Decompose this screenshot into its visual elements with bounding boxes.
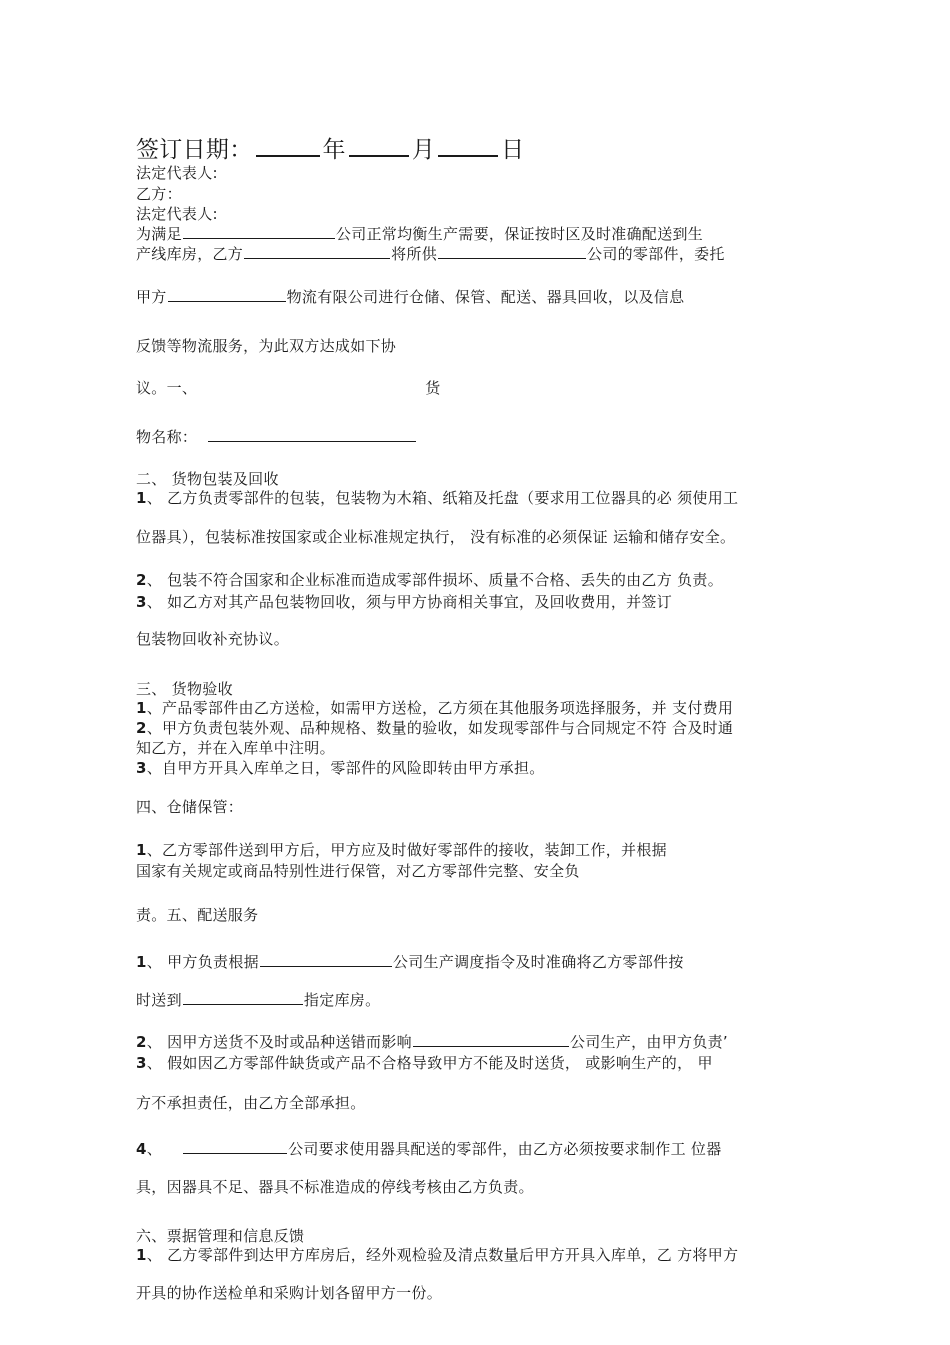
item-text: 、乙方零部件送到甲方后，甲方应及时做好零部件的接收，装卸工作，并根据 (146, 841, 667, 859)
item-number: 1 (136, 953, 147, 971)
section-2-heading: 二、 货物包装及回收 (136, 470, 279, 488)
month-label: 月 (411, 137, 436, 163)
item-text: 、 甲方负责根据 (146, 953, 259, 971)
s6-item-1-line-1 (136, 1245, 738, 1265)
s3-item-2-line-1 (136, 718, 733, 738)
intro-line-3 (136, 285, 684, 307)
intro-text: 为满足 (136, 225, 182, 243)
item-text: 、 乙方负责零部件的包装，包装物为木箱、纸箱及托盘（要求用工位器具的必 须使用工 (146, 489, 739, 507)
item-text: 、 乙方零部件到达甲方库房后，经外观检验及清点数量后甲方开具入库单，乙 方将甲方 (146, 1246, 739, 1264)
company-blank (413, 1030, 569, 1047)
day-blank (438, 131, 498, 157)
s3-item-1 (136, 698, 733, 718)
item-number: 2 (136, 1033, 147, 1051)
s4-item-1-line-1 (136, 840, 667, 860)
section-6-heading: 六、票据管理和信息反馈 (136, 1227, 305, 1245)
year-label: 年 (322, 137, 346, 163)
intro-text: 将所供 (391, 245, 438, 263)
item-text: 公司要求使用器具配送的零部件，由乙方必须按要求制作工 位器 (288, 1140, 722, 1158)
s3-item-3 (136, 758, 545, 778)
s5-item-4-line-2: 具，因器具不足、器具不标准造成的停线考核由乙方负责。 (136, 1178, 534, 1196)
s2-item-3-line-1 (136, 592, 672, 612)
item-text: 、 如乙方对其产品包装物回收，须与甲方协商相关事宜，及回收费用，并签订 (146, 593, 673, 611)
party-b-name-blank (244, 242, 390, 259)
section-1-heading (136, 378, 441, 398)
year-blank (256, 131, 320, 157)
item-number: 4 (136, 1140, 147, 1158)
s6-item-1-line-2: 开具的协作送检单和采购计划各留甲方一份。 (136, 1284, 443, 1302)
intro-text: 公司正常均衡生产需要，保证按时区及时准确配送到生 (335, 225, 704, 243)
s4-item-1-line-2: 国家有关规定或商品特别性进行保管，对乙方零部件完整、安全负 (136, 862, 580, 880)
item-number: 1 (136, 841, 147, 859)
item-number: 1 (136, 699, 147, 717)
item-text: 公司生产调度指令及时准确将乙方零部件按 (392, 953, 684, 971)
item-number: 3 (136, 593, 147, 611)
month-blank (349, 131, 409, 157)
signing-date-title (136, 131, 524, 165)
company-blank (183, 222, 335, 239)
s5-item-4-line-1 (136, 1137, 722, 1159)
item-number: 2 (136, 571, 147, 589)
section-3-heading: 三、 货物验收 (136, 680, 233, 698)
intro-line-2 (136, 242, 725, 264)
item-number: 1 (136, 489, 147, 507)
item-text: 、 假如因乙方零部件缺货或产品不合格导致甲方不能及时送货， 或影响生产的， 甲 (146, 1054, 713, 1072)
company-blank (260, 950, 392, 967)
item-text: 、 包装不符合国家和企业标准而造成零部件损坏、质量不合格、丢失的由乙方 负责。 (146, 571, 723, 589)
item-number: 2 (136, 719, 147, 737)
day-label: 日 (501, 137, 525, 163)
s5-item-3-line-1 (136, 1053, 713, 1073)
logistics-company-blank (168, 285, 286, 302)
s5-item-2 (136, 1030, 728, 1052)
item-text: 、 (146, 1140, 163, 1158)
intro-text: 议。一、 (136, 379, 198, 397)
goods-name-line (136, 425, 417, 447)
s3-item-2-line-2: 知乙方，并在入库单中注明。 (136, 739, 335, 757)
party-a-representative: 法定代表人: (136, 164, 218, 182)
item-text: 指定库房。 (303, 991, 381, 1009)
intro-line-1 (136, 222, 703, 244)
s2-item-1-line-1 (136, 488, 738, 508)
signing-date-label: 签订日期： (136, 137, 253, 163)
item-text: 、产品零部件由乙方送检，如需甲方送检，乙方须在其他服务项选择服务，并 支付费用 (146, 699, 734, 717)
s2-item-1-line-2: 位器具），包装标准按国家或企业标准规定执行， 没有标准的必须保证 运输和储存安全。 (136, 528, 736, 546)
intro-text: 产线库房，乙方 (136, 245, 244, 263)
goods-name-label: 物名称： (136, 428, 198, 446)
warehouse-blank (183, 988, 303, 1005)
item-number: 3 (136, 759, 147, 777)
item-text: 、甲方负责包装外观、品种规格、数量的验收，如发现零部件与合同规定不符 合及时通 (146, 719, 734, 737)
party-b-label: 乙方： (136, 185, 182, 203)
s2-item-3-line-2: 包装物回收补充协议。 (136, 630, 290, 648)
company-blank (183, 1137, 287, 1154)
intro-text: 甲方 (136, 288, 167, 306)
intro-text: 物流有限公司进行仓储、保管、配送、器具回收，以及信息 (286, 288, 685, 306)
intro-text: 货 (425, 379, 441, 397)
company-blank (438, 242, 586, 259)
item-text: 时送到 (136, 991, 182, 1009)
intro-line-4: 反馈等物流服务，为此双方达成如下协 (136, 337, 397, 355)
item-number: 1 (136, 1246, 147, 1264)
s5-item-1-line-1 (136, 950, 684, 972)
s4-item-1-line-3: 责。五、配送服务 (136, 906, 259, 924)
item-text: 公司生产，由甲方负责’ (569, 1033, 728, 1051)
party-b-representative: 法定代表人: (136, 205, 218, 223)
item-text: 、 因甲方送货不及时或品种送错而影响 (146, 1033, 412, 1051)
item-number: 3 (136, 1054, 147, 1072)
item-text: 、自甲方开具入库单之日，零部件的风险即转由甲方承担。 (146, 759, 545, 777)
s5-item-1-line-2 (136, 988, 380, 1010)
s5-item-3-line-2: 方不承担责任，由乙方全部承担。 (136, 1094, 366, 1112)
s2-item-2 (136, 570, 723, 590)
section-4-heading: 四、仓储保管： (136, 798, 244, 816)
intro-text: 公司的零部件，委托 (587, 245, 725, 263)
goods-name-blank (208, 425, 416, 442)
